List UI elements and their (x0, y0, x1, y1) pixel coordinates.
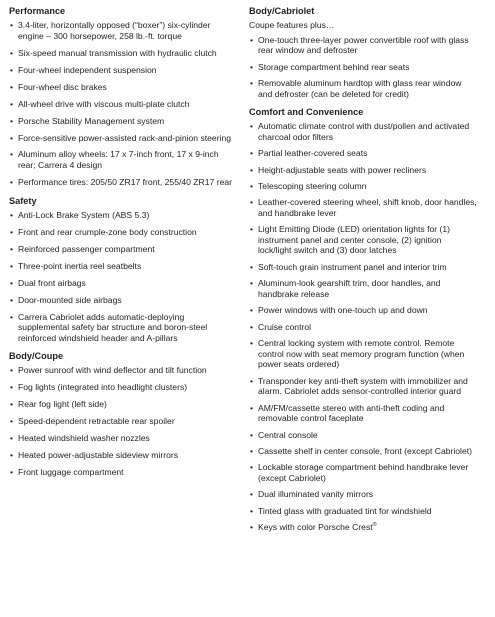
list-item (249, 305, 477, 316)
list-item-text: Aluminum alloy wheels: 17 x 7-inch front, 17 x 9-inch rear; Carrera 4 design (18, 149, 219, 171)
list-item (249, 403, 477, 424)
body-cabriolet-heading: Body/Cabriolet (249, 6, 315, 16)
list-item-text: Six-speed manual transmission with hydraulic clutch (18, 47, 217, 58)
list-item-text: Cruise control (258, 321, 312, 332)
performance-list (9, 20, 237, 188)
list-item (249, 430, 477, 441)
list-item-text: All-wheel drive with viscous multi-plate clutch (18, 98, 190, 109)
list-item-text: Central locking system with remote control. Remote control now with seat memory program function (when power seats ordered) (258, 338, 465, 370)
list-item (9, 399, 237, 410)
list-item-text: Four-wheel independent suspension (18, 64, 157, 75)
list-item-text: Keys with color Porsche Crest (258, 522, 373, 533)
list-item (249, 262, 477, 273)
list-item-text: Removable aluminum hardtop with glass rear window and defroster (can be deleted for credit) (258, 77, 462, 99)
list-item-text: Dual illuminated vanity mirrors (258, 489, 374, 500)
list-item-text: Performance tires: 205/50 ZR17 front, 255/40 ZR17 rear (18, 177, 232, 188)
list-item (9, 365, 237, 376)
list-item (249, 35, 477, 56)
list-item (9, 133, 237, 144)
list-item-text: Dual front airbags (18, 277, 86, 288)
safety-heading: Safety (9, 195, 37, 206)
list-item (9, 65, 237, 76)
list-item (249, 338, 477, 370)
list-item (249, 446, 477, 457)
list-item-text: Light Emitting Diode (LED) orientation lights for (1) instrument panel and center console, (2) ignition lock/light switch and (3) door latches (258, 224, 451, 256)
list-item (9, 382, 237, 393)
list-item-text: Telescoping steering column (258, 180, 367, 191)
list-item-text: One-touch three-layer power convertible roof with glass rear window and defroster (258, 34, 469, 56)
body-coupe-heading: Body/Coupe (9, 351, 64, 362)
list-item-text: Three-point inertia reel seatbelts (18, 260, 142, 271)
list-item-text: Force-sensitive power-assisted rack-and-pinion steering (18, 132, 232, 143)
list-item (249, 121, 477, 142)
list-item (249, 522, 477, 533)
list-item (249, 78, 477, 99)
list-item (249, 322, 477, 333)
list-item (249, 462, 477, 483)
list-item (9, 116, 237, 127)
list-item-text: Aluminum-look gearshift trim, door handles, and handbrake release (258, 278, 441, 299)
list-item-text: Heated windshield washer nozzles (18, 433, 150, 444)
body-cabriolet-list (249, 35, 477, 100)
list-item (9, 82, 237, 93)
right-column (249, 6, 477, 539)
list-item-text: Power windows with one-touch up and down (258, 305, 428, 316)
list-item (9, 261, 237, 272)
list-item-text: Carrera Cabriolet adds automatic-deploying supplemental safety bar structure and boron-steel reinforced windshield header and A-pillars (18, 311, 208, 343)
list-item-text: Speed-dependent retractable rear spoiler (18, 416, 175, 427)
list-item-text: Reinforced passenger compartment (18, 243, 155, 254)
list-item-text: Door-mounted side airbags (18, 294, 122, 305)
comfort-list (249, 121, 477, 533)
list-item-text: Tinted glass with graduated tint for windshield (258, 505, 432, 516)
list-item (9, 450, 237, 461)
left-column (9, 6, 237, 484)
list-item-text: AM/FM/cassette stereo with anti-theft coding and removable control faceplate (258, 402, 445, 424)
list-item (249, 224, 477, 256)
list-item (9, 149, 237, 170)
list-item (9, 312, 237, 344)
list-item (249, 62, 477, 73)
comfort-heading: Comfort and Convenience (249, 107, 364, 118)
list-item (9, 227, 237, 238)
list-item (249, 376, 477, 397)
list-item-text: Front and rear crumple-zone body construction (18, 226, 197, 237)
list-item-text: Height-adjustable seats with power recliners (258, 164, 427, 175)
safety-list (9, 210, 237, 344)
list-item (9, 433, 237, 444)
list-item-text: Power sunroof with wind deflector and tilt function (18, 365, 207, 376)
list-item (9, 20, 237, 41)
list-item (9, 244, 237, 255)
list-item-text: Four-wheel disc brakes (18, 81, 107, 92)
list-item (249, 148, 477, 159)
list-item-text: Central console (258, 429, 318, 440)
list-item-text: Heated power-adjustable sideview mirrors (18, 450, 179, 461)
registered-mark: ® (372, 522, 377, 529)
list-item (249, 181, 477, 192)
list-item (9, 48, 237, 59)
list-item (249, 278, 477, 299)
list-item-text: Anti-Lock Brake System (ABS 5.3) (18, 209, 150, 220)
list-item (9, 177, 237, 188)
list-item-text: Storage compartment behind rear seats (258, 61, 410, 72)
list-item (9, 416, 237, 427)
list-item-text: 3.4-liter, horizontally opposed (“boxer”) six-cylinder engine – 300 horsepower, 258 lb.-ft. torque (18, 20, 211, 41)
list-item-text: Rear fog light (left side) (18, 399, 107, 410)
list-item-text: Fog lights (integrated into headlight clusters) (18, 382, 188, 393)
list-item-text: Soft-touch grain instrument panel and interior trim (258, 261, 447, 272)
list-item-text: Partial leather-covered seats (258, 148, 368, 159)
performance-heading: Performance (9, 6, 66, 16)
list-item (9, 295, 237, 306)
body-cabriolet-intro: Coupe features plus… (249, 20, 335, 30)
list-item-text: Cassette shelf in center console, front (except Cabriolet) (258, 445, 472, 456)
list-item (9, 278, 237, 289)
list-item-text: Transponder key anti-theft system with immobilizer and alarm. Cabriolet adds sensor-controlled interior guard (258, 375, 468, 397)
body-coupe-list (9, 365, 237, 478)
list-item-text: Porsche Stability Management system (18, 115, 165, 126)
list-item (9, 210, 237, 221)
list-item-text: Lockable storage compartment behind handbrake lever (except Cabriolet) (258, 462, 469, 483)
list-item (249, 489, 477, 500)
list-item-text: Automatic climate control with dust/pollen and activated charcoal odor filters (258, 121, 470, 142)
list-item (9, 467, 237, 478)
list-item (249, 197, 477, 218)
list-item-text: Front luggage compartment (18, 467, 124, 478)
list-item (249, 506, 477, 517)
list-item-text: Leather-covered steering wheel, shift knob, door handles, and handbrake lever (258, 197, 477, 218)
list-item (249, 165, 477, 176)
list-item (9, 99, 237, 110)
